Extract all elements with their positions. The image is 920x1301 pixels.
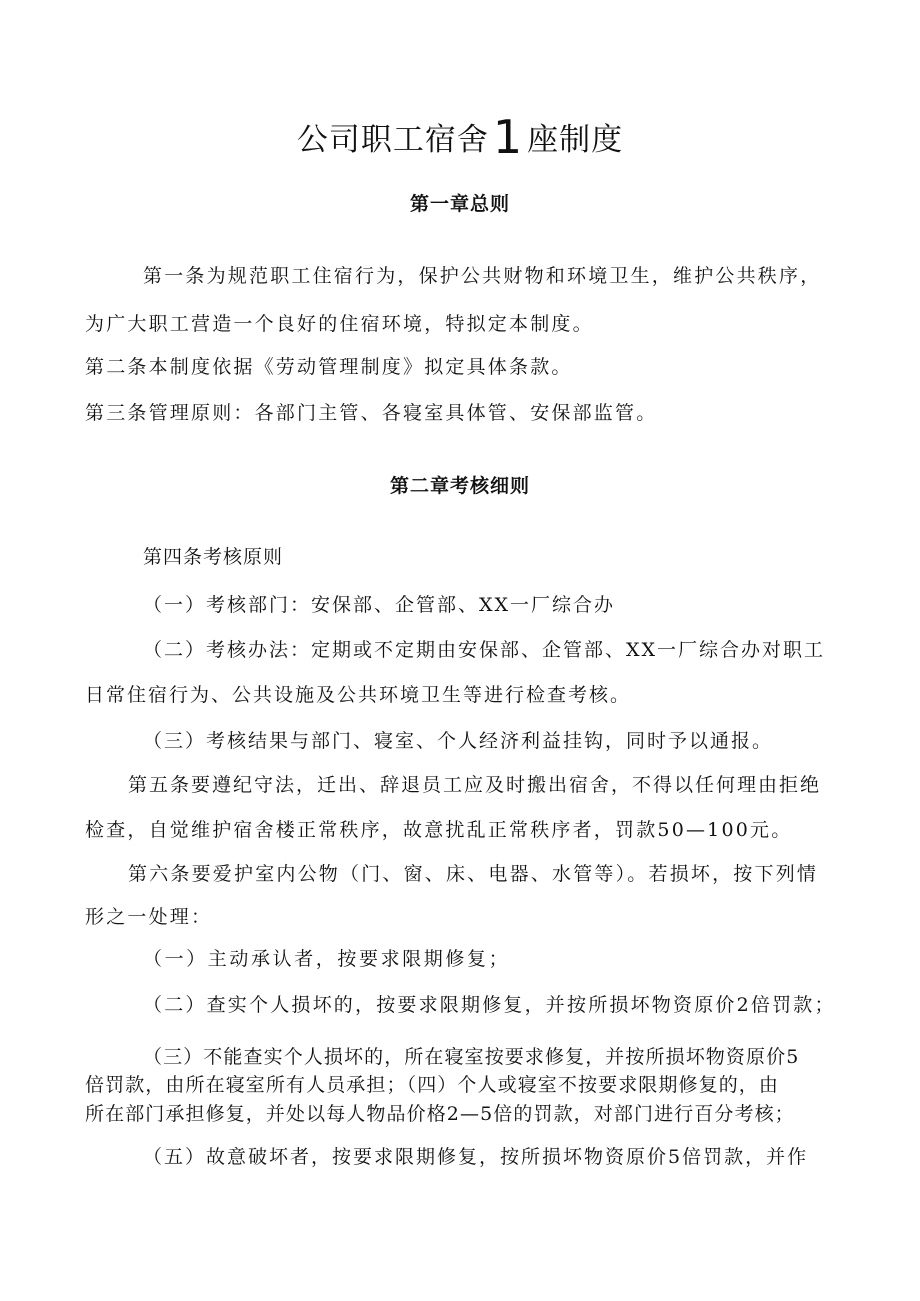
title-number: 1 (492, 110, 524, 164)
article-6-item-3-line-2: 倍罚款，由所在寝室所有人员承担；（四）个人或寝室不按要求限期修复的，由 (85, 1074, 780, 1096)
article-1-line-2: 为广大职工营造一个良好的住宿环境，特拟定本制度。 (85, 313, 594, 335)
article-1-line-1: 第一条为规范职工住宿行为，保护公共财物和环境卫生，维护公共秩序， (143, 265, 822, 287)
article-4: 第四条考核原则 (143, 546, 284, 568)
title-prefix: 公司职工宿舍 (296, 122, 489, 158)
article-6-line-1: 第六条要爱护室内公物（门、窗、床、电器、水管等）。若损坏，按下列情 (128, 863, 819, 885)
chapter-1-heading: 第一章总则 (409, 193, 510, 215)
article-4-item-1: （一）考核部门：安保部、企管部、XX一厂综合办 (143, 594, 616, 616)
title-suffix: 座制度 (527, 122, 624, 158)
document-title (0, 112, 920, 165)
chapter-2-heading: 第二章考核细则 (389, 475, 530, 497)
article-4-item-2-line-1: （二）考核办法：定期或不定期由安保部、企管部、XX一厂综合办对职工 (143, 639, 826, 661)
article-2: 第二条本制度依据《劳动管理制度》拟定具体条款。 (85, 356, 573, 378)
article-3: 第三条管理原则：各部门主管、各寝室具体管、安保部监管。 (85, 402, 658, 424)
article-4-item-3: （三）考核结果与部门、寝室、个人经济利益挂钩，同时予以通报。 (143, 730, 774, 752)
article-5-line-2: 检查，自觉维护宿舍楼正常秩序，故意扰乱正常秩序者，罚款50—100元。 (85, 819, 793, 841)
article-6-item-3-line-3: 所在部门承担修复，并处以每人物品价格2—5倍的罚款，对部门进行百分考核； (85, 1103, 795, 1125)
article-4-item-2-line-2: 日常住宿行为、公共设施及公共环境卫生等进行检查考核。 (85, 684, 632, 706)
article-6-item-1: （一）主动承认者，按要求限期修复； (143, 948, 511, 970)
article-6-item-5-line-1: （五）故意破坏者，按要求限期修复，按所损坏物资原价5倍罚款，并作 (143, 1146, 809, 1168)
article-5-line-1: 第五条要遵纪守法，迁出、辞退员工应及时搬出宿舍，不得以任何理由拒绝 (128, 774, 822, 796)
article-6-line-2: 形之一处理： (85, 906, 213, 928)
article-6-item-2: （二）查实个人损坏的，按要求限期修复，并按所损坏物资原价2倍罚款； (143, 994, 836, 1016)
article-6-item-3-line-1: （三）不能查实个人损坏的，所在寝室按要求修复，并按所损坏物资原价5 (143, 1046, 800, 1068)
